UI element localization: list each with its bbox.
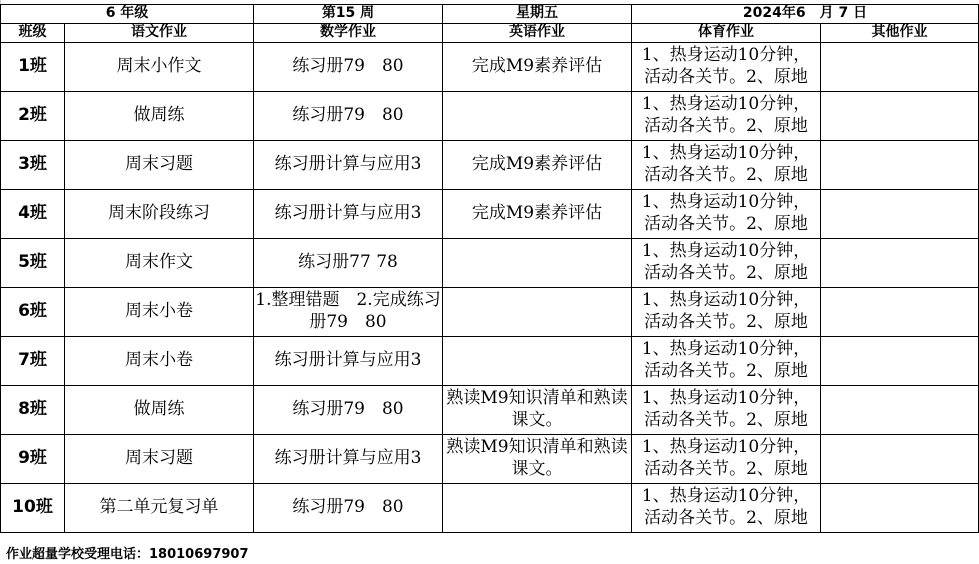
homework-table bbox=[0, 4, 979, 533]
class-cell[interactable]: 1班 bbox=[1, 42, 65, 91]
chinese-homework-cell[interactable]: 周末阶段练习 bbox=[65, 189, 254, 238]
math-homework-cell[interactable]: 练习册79 80 bbox=[254, 385, 443, 434]
english-homework-cell[interactable]: 完成M9素养评估 bbox=[443, 189, 632, 238]
date-cell[interactable]: 2024年6 月 7 日 bbox=[632, 5, 979, 24]
class-cell[interactable]: 7班 bbox=[1, 336, 65, 385]
pe-line-2: 活动各关节。2、原地 bbox=[644, 213, 808, 234]
weekday-cell[interactable]: 星期五 bbox=[443, 5, 632, 24]
pe-line-1: 1、热身运动10分钟， bbox=[641, 192, 811, 213]
english-homework-cell[interactable] bbox=[443, 91, 632, 140]
other-homework-cell[interactable] bbox=[821, 336, 979, 385]
table-row bbox=[1, 385, 979, 434]
english-homework-cell[interactable] bbox=[443, 336, 632, 385]
english-homework-cell[interactable] bbox=[443, 483, 632, 532]
table-row bbox=[1, 91, 979, 140]
chinese-homework-cell[interactable]: 周末小作文 bbox=[65, 42, 254, 91]
column-header-row bbox=[1, 23, 979, 42]
header-math[interactable]: 数学作业 bbox=[254, 23, 443, 42]
pe-line-2: 活动各关节。2、原地 bbox=[644, 164, 808, 185]
header-chinese[interactable]: 语文作业 bbox=[65, 23, 254, 42]
other-homework-cell[interactable] bbox=[821, 385, 979, 434]
math-homework-cell[interactable]: 练习册79 80 bbox=[254, 42, 443, 91]
chinese-homework-cell[interactable]: 周末作文 bbox=[65, 238, 254, 287]
table-row bbox=[1, 238, 979, 287]
other-homework-cell[interactable] bbox=[821, 238, 979, 287]
pe-line-2: 活动各关节。2、原地 bbox=[644, 507, 808, 528]
class-cell[interactable]: 10班 bbox=[1, 483, 65, 532]
chinese-homework-cell[interactable]: 第二单元复习单 bbox=[65, 483, 254, 532]
header-other[interactable]: 其他作业 bbox=[821, 23, 979, 42]
other-homework-cell[interactable] bbox=[821, 140, 979, 189]
pe-homework-cell[interactable] bbox=[632, 336, 821, 385]
other-homework-cell[interactable] bbox=[821, 189, 979, 238]
hotline-footer: 作业超量学校受理电话：18010697907 bbox=[6, 547, 249, 562]
week-cell[interactable]: 第15 周 bbox=[254, 5, 443, 24]
pe-homework-cell[interactable] bbox=[632, 140, 821, 189]
table-row bbox=[1, 42, 979, 91]
pe-line-2: 活动各关节。2、原地 bbox=[644, 66, 808, 87]
math-homework-cell[interactable]: 练习册79 80 bbox=[254, 483, 443, 532]
other-homework-cell[interactable] bbox=[821, 91, 979, 140]
pe-homework-cell[interactable] bbox=[632, 385, 821, 434]
header-class[interactable]: 班级 bbox=[1, 23, 65, 42]
chinese-homework-cell[interactable]: 周末习题 bbox=[65, 140, 254, 189]
class-cell[interactable]: 4班 bbox=[1, 189, 65, 238]
class-cell[interactable]: 9班 bbox=[1, 434, 65, 483]
chinese-homework-cell[interactable]: 做周练 bbox=[65, 91, 254, 140]
pe-line-2: 活动各关节。2、原地 bbox=[644, 115, 808, 136]
english-homework-cell[interactable]: 完成M9素养评估 bbox=[443, 42, 632, 91]
pe-line-2: 活动各关节。2、原地 bbox=[644, 409, 808, 430]
pe-line-1: 1、热身运动10分钟， bbox=[641, 290, 811, 311]
english-homework-cell[interactable]: 熟读M9知识清单和熟读课文。 bbox=[443, 434, 632, 483]
math-homework-cell[interactable]: 练习册计算与应用3 bbox=[254, 189, 443, 238]
pe-homework-cell[interactable] bbox=[632, 189, 821, 238]
pe-homework-cell[interactable] bbox=[632, 483, 821, 532]
math-homework-cell[interactable]: 练习册77 78 bbox=[254, 238, 443, 287]
english-homework-cell[interactable] bbox=[443, 287, 632, 336]
pe-homework-cell[interactable] bbox=[632, 42, 821, 91]
english-homework-cell[interactable] bbox=[443, 238, 632, 287]
other-homework-cell[interactable] bbox=[821, 287, 979, 336]
header-english[interactable]: 英语作业 bbox=[443, 23, 632, 42]
pe-line-1: 1、热身运动10分钟， bbox=[641, 486, 811, 507]
pe-line-2: 活动各关节。2、原地 bbox=[644, 360, 808, 381]
class-cell[interactable]: 5班 bbox=[1, 238, 65, 287]
other-homework-cell[interactable] bbox=[821, 483, 979, 532]
chinese-homework-cell[interactable]: 周末小卷 bbox=[65, 287, 254, 336]
table-row bbox=[1, 336, 979, 385]
pe-homework-cell[interactable] bbox=[632, 238, 821, 287]
chinese-homework-cell[interactable]: 周末习题 bbox=[65, 434, 254, 483]
pe-line-1: 1、热身运动10分钟， bbox=[641, 94, 811, 115]
pe-homework-cell[interactable] bbox=[632, 434, 821, 483]
pe-line-2: 活动各关节。2、原地 bbox=[644, 311, 808, 332]
pe-homework-cell[interactable] bbox=[632, 91, 821, 140]
table-row bbox=[1, 189, 979, 238]
pe-line-1: 1、热身运动10分钟， bbox=[641, 388, 811, 409]
math-homework-cell[interactable]: 练习册计算与应用3 bbox=[254, 140, 443, 189]
class-cell[interactable]: 3班 bbox=[1, 140, 65, 189]
table-row bbox=[1, 483, 979, 532]
pe-line-1: 1、热身运动10分钟， bbox=[641, 339, 811, 360]
header-pe[interactable]: 体育作业 bbox=[632, 23, 821, 42]
math-homework-cell[interactable]: 练习册计算与应用3 bbox=[254, 434, 443, 483]
pe-line-1: 1、热身运动10分钟， bbox=[641, 143, 811, 164]
pe-line-1: 1、热身运动10分钟， bbox=[641, 45, 811, 66]
math-homework-cell[interactable]: 练习册计算与应用3 bbox=[254, 336, 443, 385]
other-homework-cell[interactable] bbox=[821, 434, 979, 483]
pe-line-1: 1、热身运动10分钟， bbox=[641, 241, 811, 262]
grade-cell[interactable]: 6 年级 bbox=[1, 5, 254, 24]
english-homework-cell[interactable]: 熟读M9知识清单和熟读课文。 bbox=[443, 385, 632, 434]
chinese-homework-cell[interactable]: 周末小卷 bbox=[65, 336, 254, 385]
math-homework-cell[interactable]: 练习册79 80 bbox=[254, 91, 443, 140]
pe-line-2: 活动各关节。2、原地 bbox=[644, 458, 808, 479]
english-homework-cell[interactable]: 完成M9素养评估 bbox=[443, 140, 632, 189]
class-cell[interactable]: 6班 bbox=[1, 287, 65, 336]
table-row bbox=[1, 434, 979, 483]
pe-line-1: 1、热身运动10分钟， bbox=[641, 437, 811, 458]
math-homework-cell[interactable]: 1.整理错题 2.完成练习册79 80 bbox=[254, 287, 443, 336]
pe-line-2: 活动各关节。2、原地 bbox=[644, 262, 808, 283]
info-row bbox=[1, 5, 979, 24]
class-cell[interactable]: 2班 bbox=[1, 91, 65, 140]
table-row bbox=[1, 140, 979, 189]
chinese-homework-cell[interactable]: 做周练 bbox=[65, 385, 254, 434]
table-row bbox=[1, 287, 979, 336]
pe-homework-cell[interactable] bbox=[632, 287, 821, 336]
other-homework-cell[interactable] bbox=[821, 42, 979, 91]
class-cell[interactable]: 8班 bbox=[1, 385, 65, 434]
